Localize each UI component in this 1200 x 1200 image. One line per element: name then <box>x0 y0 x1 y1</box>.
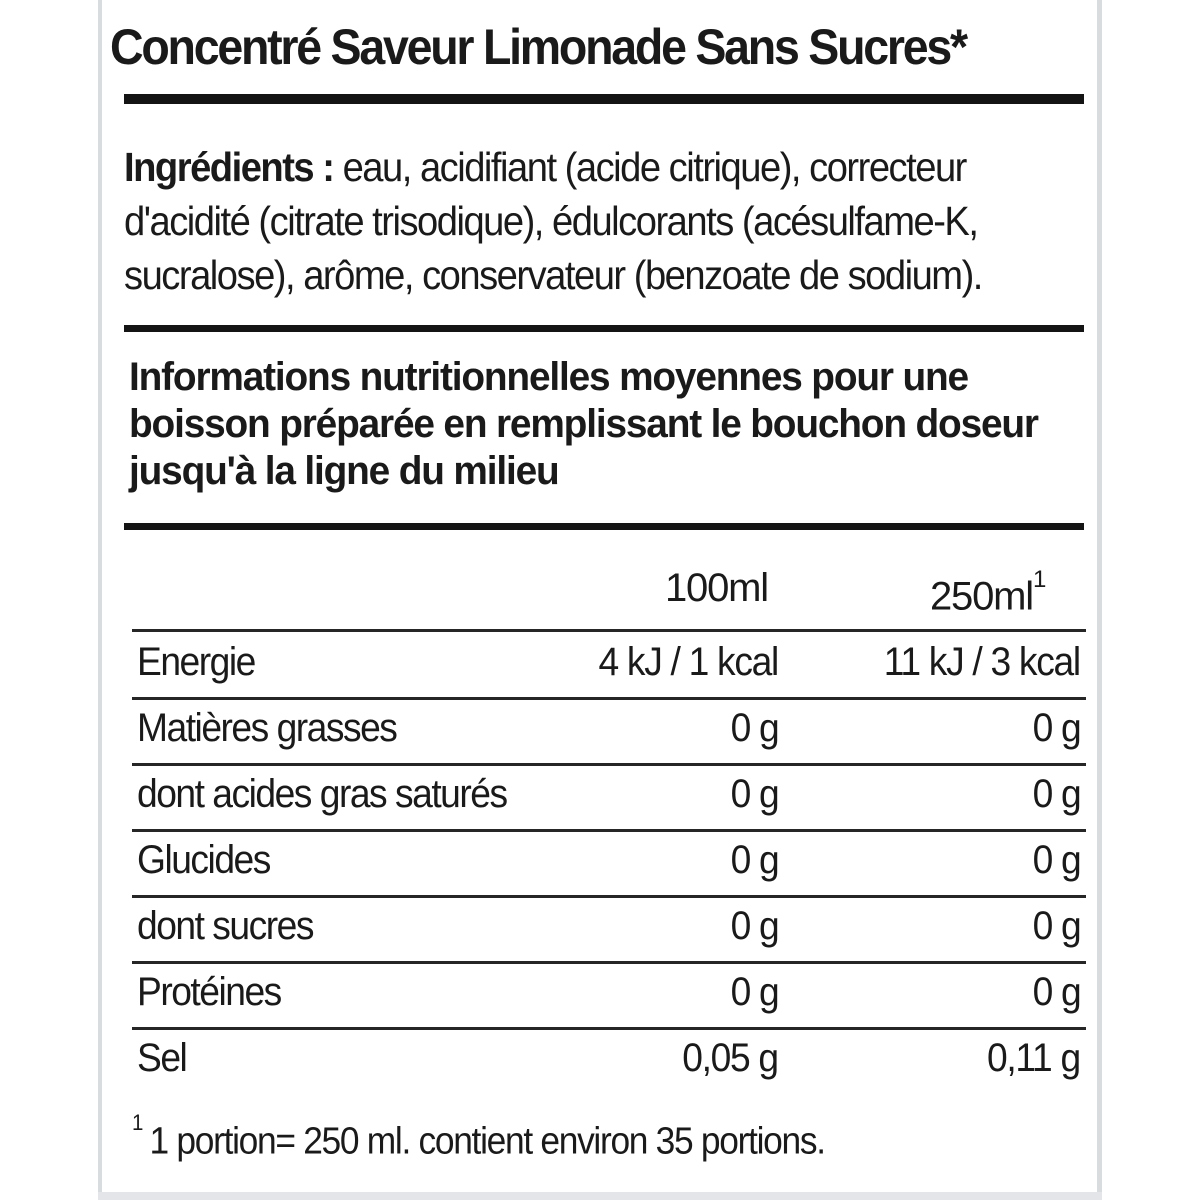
value-per-250ml: 11 kJ / 3 kcal <box>883 640 1080 684</box>
value-per-100ml: 0 g <box>730 838 778 882</box>
value-per-250ml: 0 g <box>1032 772 1080 816</box>
nutrient-name: Protéines <box>137 970 281 1014</box>
footnote-text: 1 portion= 250 ml. contient environ 35 portions. <box>149 1120 825 1163</box>
column-header-100ml-text: 100ml <box>665 566 768 610</box>
background-left <box>0 0 100 1200</box>
value-per-250ml: 0 g <box>1032 970 1080 1014</box>
value-per-100ml: 4 kJ / 1 kcal <box>598 640 778 684</box>
value-per-100ml: 0 g <box>730 904 778 948</box>
title-divider <box>124 94 1084 104</box>
footnote-marker: 1 <box>1032 566 1046 593</box>
table-row <box>132 764 1082 830</box>
nutrition-label <box>102 0 1097 1192</box>
footnote-mark: 1 <box>132 1110 143 1135</box>
table-row <box>132 698 1082 764</box>
column-header-100ml <box>665 566 768 611</box>
ingredients-divider <box>124 325 1084 332</box>
ingredients-text <box>124 140 1054 302</box>
nutrient-name: Glucides <box>137 838 270 882</box>
ingredients-list: eau, acidifiant (acide citrique), correcteur d'acidité (citrate trisodique), édulcorants (acésulfame-K, sucralose), arôme, conservateur (benzoate de sodium). <box>124 144 982 298</box>
value-per-250ml: 0 g <box>1032 904 1080 948</box>
column-header-250ml <box>930 566 1046 619</box>
nutrient-name: Sel <box>137 1036 187 1080</box>
nutrient-name: dont sucres <box>137 904 313 948</box>
footnote <box>132 1110 825 1164</box>
nutrient-name: dont acides gras saturés <box>137 772 507 816</box>
value-per-250ml: 0 g <box>1032 706 1080 750</box>
column-header-250ml-text: 250ml <box>930 574 1033 619</box>
nutrient-name: Energie <box>137 640 255 684</box>
table-row <box>132 830 1082 896</box>
ingredients-label: Ingrédients : <box>124 144 334 190</box>
value-per-100ml: 0,05 g <box>682 1036 778 1080</box>
value-per-100ml: 0 g <box>730 772 778 816</box>
nutrition-info-heading: Informations nutritionnelles moyennes pour une boisson préparée en remplissant le bouchon doseur jusqu'à la ligne du milieu <box>129 355 1038 493</box>
table-row <box>132 1028 1082 1094</box>
table-row <box>132 632 1082 698</box>
nutrient-name: Matières grasses <box>137 706 397 750</box>
value-per-100ml: 0 g <box>730 970 778 1014</box>
value-per-250ml: 0,11 g <box>987 1036 1080 1080</box>
table-row <box>132 896 1082 962</box>
background-right <box>1102 0 1200 1200</box>
value-per-250ml: 0 g <box>1032 838 1080 882</box>
table-row <box>132 962 1082 1028</box>
info-divider <box>124 523 1084 530</box>
product-title: Concentré Saveur Limonade Sans Sucres* <box>110 19 966 75</box>
value-per-100ml: 0 g <box>730 706 778 750</box>
label-border-bottom <box>98 1192 1102 1200</box>
